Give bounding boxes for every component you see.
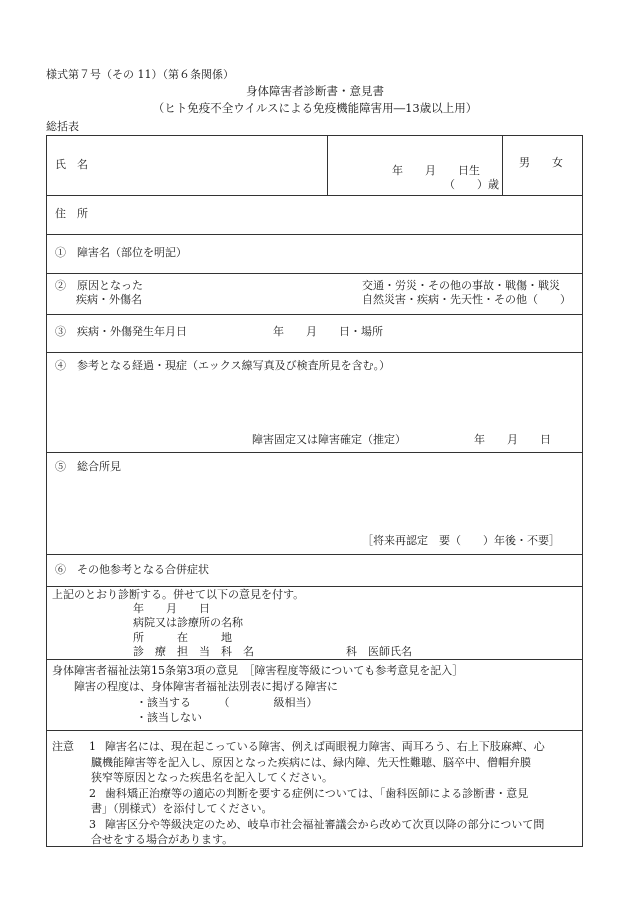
column-divider	[502, 136, 503, 195]
document-subtitle: （ヒト免疫不全ウイルスによる免疫機能障害用―13歳以上用）	[152, 101, 478, 115]
department-label: 診 療 担 当 科 名	[133, 645, 254, 658]
row-divider	[47, 554, 582, 555]
note-1-line: 障害名には、現在起こっている障害、例えば両眼視力障害、両耳ろう、右上下肢麻痺、心	[105, 740, 545, 753]
document-title: 身体障害者診断書・意見書	[246, 84, 384, 98]
section-label: 総括表	[46, 120, 79, 133]
fixed-date: 年 月 日	[474, 433, 551, 446]
degree-line: 障害の程度は、身体障害者福祉法別表に掲げる障害に	[74, 680, 338, 693]
item-5-label: ⑤ 総合所見	[55, 460, 121, 473]
fixed-date-label: 障害固定又は障害確定（推定）	[252, 433, 406, 446]
row-divider	[47, 730, 582, 731]
row-divider	[47, 352, 582, 353]
note-3-line: 障害区分や等級決定のため、岐阜市社会福祉審議会から改めて次頁以降の部分について問	[105, 818, 545, 831]
column-divider	[327, 136, 328, 195]
name-label: 氏 名	[55, 158, 88, 171]
item-3-label: ③ 疾病・外傷発生年月日	[55, 325, 187, 338]
note-2-number: 2	[89, 787, 96, 800]
row-divider	[47, 195, 582, 196]
applicable-option: ・該当する （ 級相当）	[136, 696, 318, 709]
birth-date: 年 月 日生	[392, 164, 480, 177]
diagnosis-statement: 上記のとおり診断する。併せて以下の意見を付す。	[52, 588, 305, 601]
row-divider	[47, 314, 582, 315]
item-3-date: 年 月 日・場所	[273, 325, 383, 338]
hospital-name-label: 病院又は診療所の名称	[133, 616, 243, 629]
doctor-name-label: 科 医師氏名	[346, 645, 412, 658]
row-divider	[47, 659, 582, 660]
row-divider	[47, 234, 582, 235]
note-1-line: 狭窄等原因となった疾患名を記入してください。	[91, 771, 333, 784]
diagnosis-date: 年 月 日	[133, 602, 210, 615]
item-2-label: ② 原因となった	[55, 279, 143, 292]
row-divider	[47, 452, 582, 453]
item-1-label: ① 障害名（部位を明記）	[55, 246, 187, 259]
note-1-number: 1	[89, 740, 96, 753]
note-2-line: 歯科矯正治療等の適応の判断を要する症例については、「歯科医師による診断書・意見	[105, 787, 529, 800]
note-2-line: 書」（別様式）を添付してください。	[91, 802, 273, 815]
item-2-label-sub: 疾病・外傷名	[76, 293, 142, 306]
note-3-line: 合せをする場合があります。	[91, 833, 234, 846]
notes-label: 注意	[52, 740, 74, 753]
age: （ ）歳	[444, 178, 499, 191]
not-applicable-option: ・該当しない	[136, 711, 202, 724]
note-1-line: 臓機能障害等を記入し、原因となった疾病には、緑内障、先天性難聴、脳卒中、僧帽弁膜	[91, 756, 531, 769]
item-6-label: ⑥ その他参考となる合併症状	[55, 563, 209, 576]
item-4-label: ④ 参考となる経過・現症（エックス線写真及び検査所見を含む。）	[55, 359, 391, 372]
recertification: ［将来再認定 要（ ）年後・不要］	[362, 534, 560, 547]
note-3-number: 3	[89, 818, 96, 831]
row-divider	[47, 586, 582, 587]
item-2-options: 交通・労災・その他の事故・戦傷・戦災	[362, 279, 560, 292]
address-label: 住 所	[55, 207, 88, 220]
item-2-options-sub: 自然災害・疾病・先天性・その他（ ）	[362, 293, 571, 306]
row-divider	[47, 273, 582, 274]
sex-options: 男 女	[519, 156, 563, 169]
location-label: 所 在 地	[133, 631, 232, 644]
form-number: 様式第７号（その 11）（第６条関係）	[46, 68, 234, 81]
law-opinion-line: 身体障害者福祉法第15条第3項の意見 ［障害程度等級についても参考意見を記入］	[52, 664, 464, 677]
